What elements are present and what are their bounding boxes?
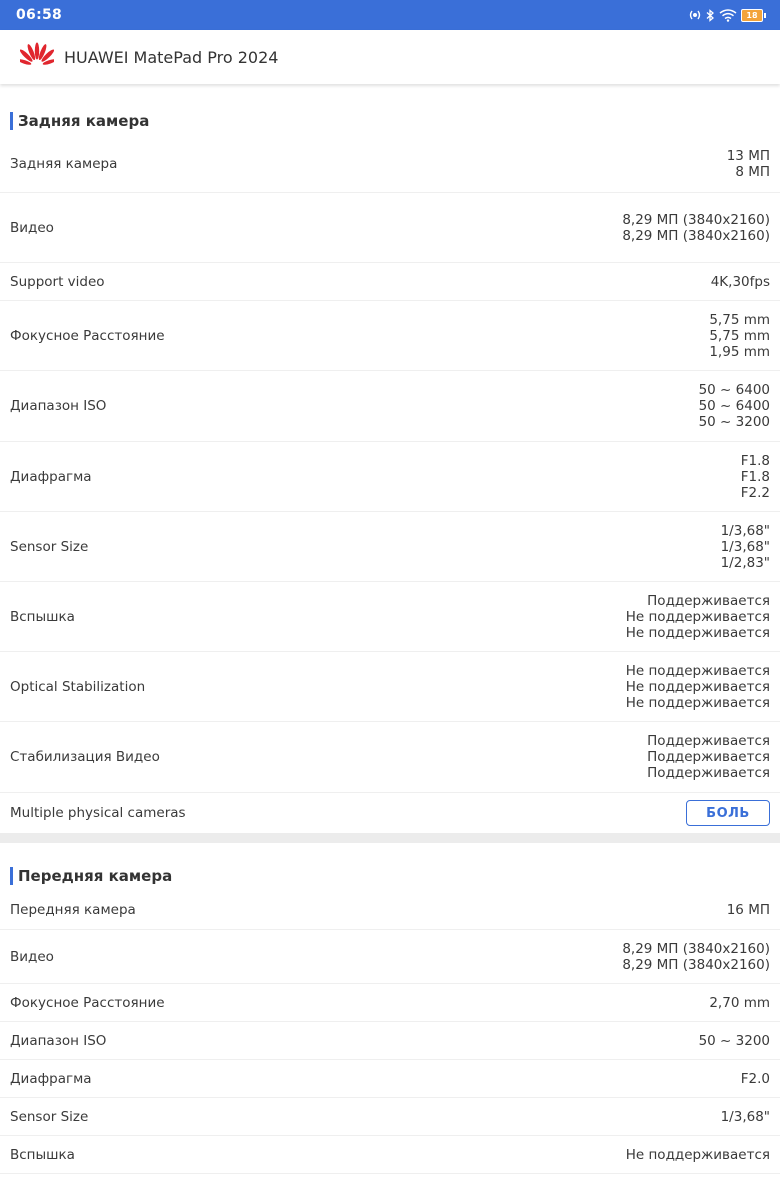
spec-value: 1/3,68" 1/3,68" 1/2,83"	[720, 522, 770, 571]
rear-camera-list	[0, 136, 780, 833]
spec-label: Диафрагма	[10, 468, 92, 485]
spec-label: Видео	[10, 219, 54, 236]
spec-value: 4K,30fps	[710, 273, 770, 290]
bluetooth-icon	[705, 9, 715, 22]
spec-label: Задняя камера	[10, 156, 118, 172]
spec-content[interactable]	[0, 84, 780, 1187]
spec-row	[0, 930, 780, 984]
spec-value: 50 ~ 6400 50 ~ 6400 50 ~ 3200	[698, 382, 770, 430]
wifi-icon	[719, 9, 737, 22]
spec-value: 8,29 МП (3840x2160) 8,29 МП (3840x2160)	[622, 211, 770, 244]
spec-value: 1/3,68"	[720, 1108, 770, 1125]
spec-value: 13 МП 8 МП	[726, 148, 770, 180]
spec-row	[0, 1136, 780, 1174]
spec-row	[0, 1098, 780, 1136]
spec-row	[0, 722, 780, 793]
nfc-icon	[689, 9, 701, 21]
spec-label: Диапазон ISO	[10, 1032, 107, 1049]
spec-row	[0, 371, 780, 442]
spec-value: 16 МП	[726, 902, 770, 918]
rear-camera-section-title: Задняя камера	[0, 84, 780, 136]
spec-value: 5,75 mm 5,75 mm 1,95 mm	[709, 311, 770, 360]
spec-row	[0, 652, 780, 722]
huawei-logo-icon	[20, 42, 54, 72]
spec-row	[0, 512, 780, 582]
section-divider	[0, 833, 780, 843]
status-icons	[689, 9, 766, 22]
spec-label: Optical Stabilization	[10, 678, 146, 695]
spec-row	[0, 193, 780, 263]
spec-row	[0, 442, 780, 512]
spec-label: Sensor Size	[10, 538, 89, 555]
battery-level: 18	[741, 9, 763, 22]
spec-label: Видео	[10, 948, 54, 965]
spec-label: Диапазон ISO	[10, 398, 107, 414]
spec-value: 50 ~ 3200	[698, 1032, 770, 1049]
spec-value: Не поддерживается Не поддерживается Не поддерживается	[625, 662, 770, 711]
spec-row	[0, 582, 780, 652]
battery-icon	[741, 9, 766, 22]
front-camera-section-title: Передняя камера	[0, 843, 780, 891]
spec-row	[0, 301, 780, 371]
spec-value: F2.0	[740, 1070, 770, 1087]
spec-row	[0, 984, 780, 1022]
spec-label: Фокусное Расстояние	[10, 994, 165, 1011]
spec-value: 8,29 МП (3840x2160) 8,29 МП (3840x2160)	[622, 940, 770, 973]
spec-label: Вспышка	[10, 608, 75, 625]
spec-row	[0, 263, 780, 301]
status-bar	[0, 0, 780, 30]
spec-label: Вспышка	[10, 1146, 75, 1163]
spec-label: Передняя камера	[10, 902, 136, 918]
spec-row	[0, 1060, 780, 1098]
spec-label: Sensor Size	[10, 1108, 89, 1125]
spec-value: F1.8 F1.8 F2.2	[740, 452, 770, 501]
spec-label: Стабилизация Видео	[10, 749, 160, 765]
status-time: 06:58	[16, 7, 63, 23]
spec-value: 2,70 mm	[709, 994, 770, 1011]
spec-row	[0, 136, 780, 193]
spec-row	[0, 1022, 780, 1060]
spec-row	[0, 891, 780, 930]
spec-value: Поддерживается Поддерживается Поддерживается	[647, 733, 770, 781]
spec-label: Диафрагма	[10, 1070, 92, 1087]
spec-value: Не поддерживается	[625, 1146, 770, 1163]
spec-label: Multiple physical cameras	[10, 805, 186, 821]
front-camera-list	[0, 891, 780, 1174]
spec-row-multiple-cameras	[0, 793, 780, 833]
spec-label: Support video	[10, 273, 105, 290]
app-header	[0, 30, 780, 84]
spec-value: Поддерживается Не поддерживается Не поддерживается	[625, 592, 770, 641]
spec-label: Фокусное Расстояние	[10, 327, 165, 344]
more-button[interactable]: БОЛЬ	[686, 800, 770, 826]
page-title: HUAWEI MatePad Pro 2024	[64, 47, 279, 67]
